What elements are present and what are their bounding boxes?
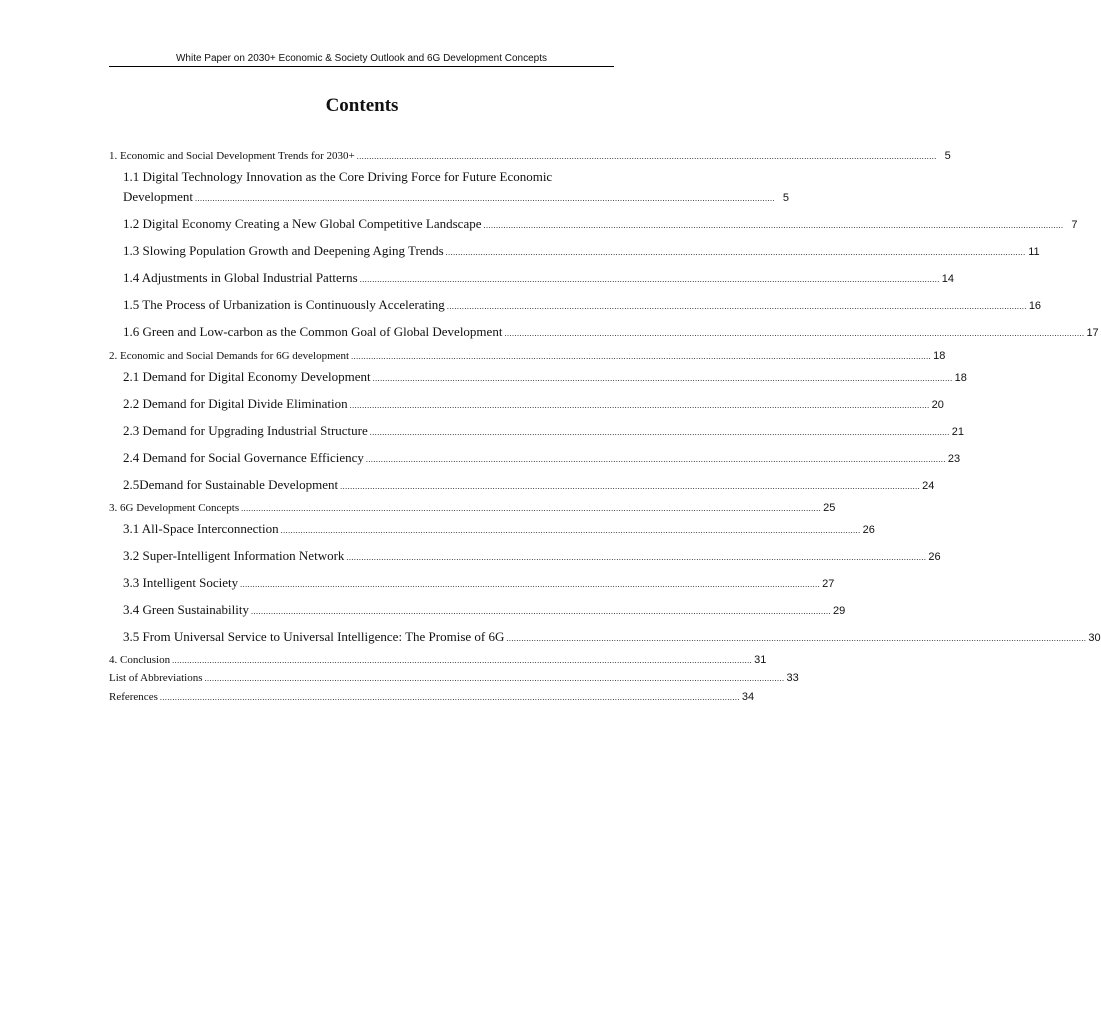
dot-leader bbox=[446, 248, 1026, 257]
toc-entry-label: 1.5 The Process of Urbanization is Continuously Accelerating bbox=[123, 297, 445, 312]
dot-leader bbox=[241, 504, 821, 513]
toc-entry-1-3[interactable] bbox=[123, 243, 1040, 259]
toc-entry-1-2[interactable] bbox=[123, 216, 1078, 232]
dot-leader bbox=[346, 553, 926, 562]
toc-entry-label: 3.5 From Universal Service to Universal Intelligence: The Promise of 6G bbox=[123, 629, 505, 644]
toc-entry-label: 1.6 Green and Low-carbon as the Common Goal of Global Development bbox=[123, 324, 503, 339]
page-title: Contents bbox=[325, 95, 399, 116]
toc-entry-page: 17 bbox=[1086, 327, 1099, 339]
toc-entry-page: 30 bbox=[1088, 632, 1101, 644]
toc-entry-page: 34 bbox=[741, 691, 755, 703]
toc-entry-label: 3.2 Super-Intelligent Information Network bbox=[123, 548, 345, 563]
dot-leader bbox=[357, 152, 937, 161]
toc-entry-2-5[interactable] bbox=[123, 477, 935, 493]
toc-entry-page: 20 bbox=[931, 399, 944, 411]
toc-entry-label: 1. Economic and Social Development Trends for 2030+ bbox=[109, 150, 355, 162]
toc-entry-section-1[interactable] bbox=[109, 150, 951, 162]
dot-leader bbox=[373, 374, 953, 383]
toc-entry-3-4[interactable] bbox=[123, 602, 846, 618]
dot-leader bbox=[240, 580, 820, 589]
dot-leader bbox=[351, 352, 931, 361]
toc-entry-label: 2.4 Demand for Social Governance Efficiency bbox=[123, 450, 364, 465]
toc-entry-section-2[interactable] bbox=[109, 350, 946, 362]
dot-leader bbox=[350, 401, 930, 410]
toc-entry-3-1[interactable] bbox=[123, 521, 875, 537]
toc-entry-section-3[interactable] bbox=[109, 502, 836, 514]
toc-entry-1-5[interactable] bbox=[123, 297, 1042, 313]
dot-leader bbox=[205, 674, 785, 683]
dot-leader bbox=[370, 428, 950, 437]
toc-entry-page: 25 bbox=[823, 502, 836, 514]
toc-entry-page: 14 bbox=[941, 273, 954, 285]
toc-entry-label: 1.2 Digital Economy Creating a New Global Competitive Landscape bbox=[123, 216, 482, 231]
toc-entry-2-3[interactable] bbox=[123, 423, 965, 439]
toc-entry-1-1[interactable] bbox=[123, 189, 790, 205]
toc-entry-page: 26 bbox=[928, 551, 941, 563]
toc-entry-page: 16 bbox=[1028, 300, 1042, 312]
toc-entry-label: 2. Economic and Social Demands for 6G development bbox=[109, 350, 350, 362]
toc-entry-label: 2.1 Demand for Digital Economy Development bbox=[123, 369, 371, 384]
toc-entry-section-4[interactable] bbox=[109, 654, 767, 666]
toc-entry-page: 31 bbox=[754, 654, 767, 666]
dot-leader bbox=[340, 482, 920, 491]
toc-entry-page: 5 bbox=[944, 150, 951, 162]
toc-entry-page: 23 bbox=[947, 453, 961, 465]
toc-entry-label: References bbox=[109, 691, 158, 703]
toc-entry-label: 3.4 Green Sustainability bbox=[123, 602, 250, 617]
header-rule bbox=[109, 66, 614, 67]
toc-entry-3-3[interactable] bbox=[123, 575, 835, 591]
toc-entry-label: 1.3 Slowing Population Growth and Deepening Aging Trends bbox=[123, 243, 444, 258]
toc-entry-page: 5 bbox=[782, 192, 790, 204]
toc-entry-label: 4. Conclusion bbox=[109, 654, 171, 666]
dot-leader bbox=[160, 693, 740, 702]
running-header: White Paper on 2030+ Economic & Society Outlook and 6G Development Concepts bbox=[175, 53, 548, 64]
toc-entry-label: 1.4 Adjustments in Global Industrial Patterns bbox=[123, 270, 358, 285]
dot-leader bbox=[251, 607, 831, 616]
dot-leader bbox=[281, 526, 861, 535]
dot-leader bbox=[504, 329, 1084, 338]
toc-entry-1-4[interactable] bbox=[123, 270, 954, 286]
toc-entry-abbreviations[interactable] bbox=[109, 672, 799, 684]
toc-entry-1-6[interactable] bbox=[123, 324, 1099, 340]
dot-leader bbox=[506, 634, 1086, 643]
toc-entry-page: 24 bbox=[922, 480, 935, 492]
toc-entry-label: 3.3 Intelligent Society bbox=[123, 575, 239, 590]
toc-entry-label: 2.3 Demand for Upgrading Industrial Structure bbox=[123, 423, 368, 438]
dot-leader bbox=[366, 455, 946, 464]
toc-entry-label: 2.2 Demand for Digital Divide Elimination bbox=[123, 396, 348, 411]
toc-entry-page: 27 bbox=[822, 578, 835, 590]
toc-entry-references[interactable] bbox=[109, 691, 755, 703]
toc-entry-page: 7 bbox=[1071, 219, 1078, 231]
toc-entry-2-2[interactable] bbox=[123, 396, 944, 412]
toc-entry-label: List of Abbreviations bbox=[109, 672, 203, 684]
toc-entry-page: 33 bbox=[786, 672, 799, 684]
toc-entry-3-5[interactable] bbox=[123, 629, 1101, 645]
dot-leader bbox=[484, 221, 1064, 230]
toc-entry-page: 18 bbox=[933, 350, 946, 362]
toc-entry-label: 3.1 All-Space Interconnection bbox=[123, 521, 279, 536]
toc-entry-page: 26 bbox=[862, 524, 875, 536]
dot-leader bbox=[447, 302, 1027, 311]
toc-entry-page: 18 bbox=[954, 372, 967, 384]
toc-entry-1-1-line1[interactable]: 1.1 Digital Technology Innovation as the Core Driving Force for Future Economic bbox=[123, 169, 553, 184]
dot-leader bbox=[172, 656, 752, 665]
toc-entry-page: 11 bbox=[1028, 246, 1040, 258]
dot-leader bbox=[360, 275, 940, 284]
toc-entry-page: 29 bbox=[833, 605, 846, 617]
toc-entry-label: Development bbox=[123, 189, 194, 204]
toc-entry-label: 2.5Demand for Sustainable Development bbox=[123, 477, 339, 492]
toc-entry-page: 21 bbox=[951, 426, 965, 438]
dot-leader bbox=[195, 194, 775, 203]
toc-entry-2-1[interactable] bbox=[123, 369, 967, 385]
toc-entry-2-4[interactable] bbox=[123, 450, 961, 466]
toc-entry-label: 3. 6G Development Concepts bbox=[109, 502, 240, 514]
toc-entry-3-2[interactable] bbox=[123, 548, 941, 564]
